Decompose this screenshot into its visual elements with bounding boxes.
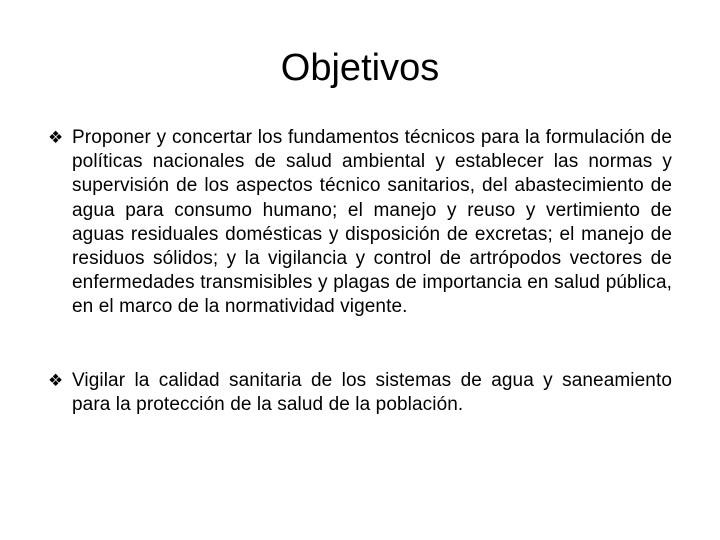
bullet-text: Vigilar la calidad sanitaria de los sistemas de agua y saneamiento para la protección de la salud de la población. xyxy=(72,369,672,415)
bullet-item xyxy=(48,369,672,417)
bullet-text: Proponer y concertar los fundamentos técnicos para la formulación de políticas nacionales de salud ambiental y establecer las normas y supervisión de los aspectos técnico sanitarios, del abastecimiento de agua para consumo humano; el manejo y reuso y vertimiento de aguas residuales domésticas y disposición de excretas; el manejo de residuos sólidos; y la vigilancia y control de artrópodos vectores de enfermedades transmisibles y plagas de importancia en salud pública, en el marco de la normatividad vigente. xyxy=(72,127,672,318)
bullet-item xyxy=(48,126,672,320)
slide-title: Objetivos xyxy=(280,47,440,89)
objectives-list xyxy=(48,126,672,417)
bullet-marker-icon: ❖ xyxy=(48,128,64,147)
bullet-marker-icon: ❖ xyxy=(48,370,64,390)
